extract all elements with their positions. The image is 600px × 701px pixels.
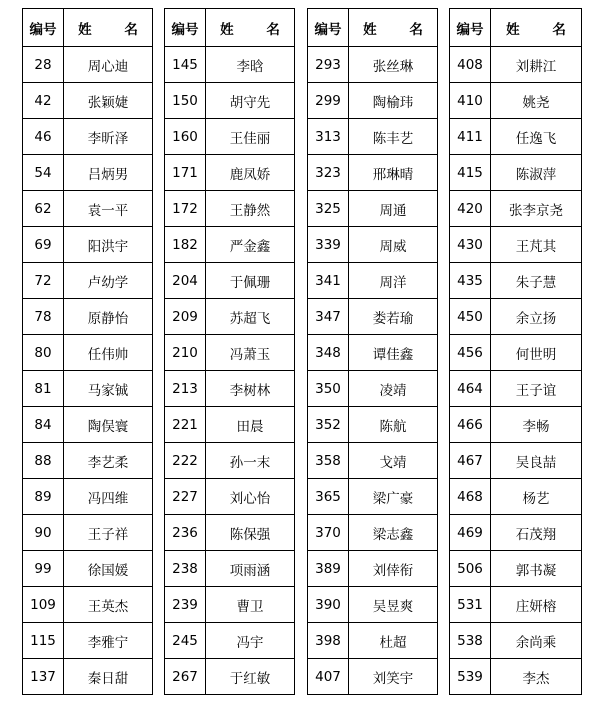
table-row xyxy=(165,299,295,335)
name-cell: 李杰 xyxy=(491,659,582,695)
table-row xyxy=(450,155,582,191)
table-row xyxy=(165,659,295,695)
name-cell: 冯宇 xyxy=(206,623,295,659)
table-row xyxy=(165,47,295,83)
number-cell: 171 xyxy=(165,155,206,191)
table-row xyxy=(450,191,582,227)
name-cell: 陶俣寰 xyxy=(64,407,153,443)
name-cell: 徐国媛 xyxy=(64,551,153,587)
name-column-header: 姓 名 xyxy=(64,9,153,47)
number-cell: 182 xyxy=(165,227,206,263)
number-column-header: 编号 xyxy=(308,9,349,47)
name-cell: 王子祥 xyxy=(64,515,153,551)
table-row xyxy=(308,155,438,191)
table-row xyxy=(308,191,438,227)
name-cell: 李畅 xyxy=(491,407,582,443)
table-row xyxy=(308,299,438,335)
table-row xyxy=(308,407,438,443)
table-row xyxy=(450,443,582,479)
number-cell: 78 xyxy=(23,299,64,335)
number-cell: 84 xyxy=(23,407,64,443)
name-column-header: 姓 名 xyxy=(491,9,582,47)
number-cell: 435 xyxy=(450,263,491,299)
table-row xyxy=(23,83,153,119)
table-row xyxy=(165,191,295,227)
number-cell: 325 xyxy=(308,191,349,227)
number-cell: 410 xyxy=(450,83,491,119)
number-cell: 204 xyxy=(165,263,206,299)
name-cell: 张丝琳 xyxy=(349,47,438,83)
table-row xyxy=(165,371,295,407)
number-cell: 350 xyxy=(308,371,349,407)
name-cell: 李昕泽 xyxy=(64,119,153,155)
number-cell: 227 xyxy=(165,479,206,515)
number-cell: 539 xyxy=(450,659,491,695)
number-cell: 46 xyxy=(23,119,64,155)
name-cell: 李树林 xyxy=(206,371,295,407)
name-cell: 朱子慧 xyxy=(491,263,582,299)
number-cell: 466 xyxy=(450,407,491,443)
number-cell: 81 xyxy=(23,371,64,407)
name-cell: 余立扬 xyxy=(491,299,582,335)
name-cell: 项雨涵 xyxy=(206,551,295,587)
name-cell: 娄若瑜 xyxy=(349,299,438,335)
name-cell: 马家铖 xyxy=(64,371,153,407)
table-row xyxy=(23,443,153,479)
table-row xyxy=(308,263,438,299)
name-cell: 冯萧玉 xyxy=(206,335,295,371)
number-cell: 464 xyxy=(450,371,491,407)
number-cell: 222 xyxy=(165,443,206,479)
table-row xyxy=(23,47,153,83)
number-cell: 469 xyxy=(450,515,491,551)
name-cell: 梁广豪 xyxy=(349,479,438,515)
name-cell: 阳洪宇 xyxy=(64,227,153,263)
name-cell: 原静怡 xyxy=(64,299,153,335)
number-cell: 221 xyxy=(165,407,206,443)
number-cell: 54 xyxy=(23,155,64,191)
table-row xyxy=(165,551,295,587)
table-row xyxy=(165,443,295,479)
number-cell: 467 xyxy=(450,443,491,479)
number-column-header: 编号 xyxy=(450,9,491,47)
name-cell: 姚尧 xyxy=(491,83,582,119)
table-row xyxy=(23,371,153,407)
table-row xyxy=(23,551,153,587)
table-row xyxy=(23,479,153,515)
number-cell: 267 xyxy=(165,659,206,695)
name-cell: 谭佳鑫 xyxy=(349,335,438,371)
number-cell: 88 xyxy=(23,443,64,479)
name-cell: 冯四维 xyxy=(64,479,153,515)
number-cell: 210 xyxy=(165,335,206,371)
table-row xyxy=(165,227,295,263)
number-column-header: 编号 xyxy=(23,9,64,47)
table-row xyxy=(450,335,582,371)
name-cell: 陶榆玮 xyxy=(349,83,438,119)
table-row xyxy=(450,263,582,299)
name-cell: 胡守先 xyxy=(206,83,295,119)
name-cell: 卢幼学 xyxy=(64,263,153,299)
table-row xyxy=(308,335,438,371)
table-row xyxy=(308,47,438,83)
name-cell: 杨艺 xyxy=(491,479,582,515)
table-row xyxy=(308,587,438,623)
table-row xyxy=(450,371,582,407)
name-cell: 李晗 xyxy=(206,47,295,83)
name-cell: 秦日甜 xyxy=(64,659,153,695)
number-cell: 348 xyxy=(308,335,349,371)
number-cell: 99 xyxy=(23,551,64,587)
number-cell: 450 xyxy=(450,299,491,335)
name-cell: 陈丰艺 xyxy=(349,119,438,155)
number-cell: 415 xyxy=(450,155,491,191)
name-cell: 刘心怡 xyxy=(206,479,295,515)
table-row xyxy=(23,515,153,551)
table-row xyxy=(165,263,295,299)
number-cell: 365 xyxy=(308,479,349,515)
table-row xyxy=(450,47,582,83)
number-cell: 323 xyxy=(308,155,349,191)
table-row xyxy=(23,191,153,227)
number-cell: 389 xyxy=(308,551,349,587)
name-cell: 杜超 xyxy=(349,623,438,659)
number-cell: 352 xyxy=(308,407,349,443)
number-cell: 468 xyxy=(450,479,491,515)
table-header-row xyxy=(450,9,582,47)
table-row xyxy=(308,83,438,119)
name-cell: 刘耕江 xyxy=(491,47,582,83)
name-cell: 王佳丽 xyxy=(206,119,295,155)
number-cell: 341 xyxy=(308,263,349,299)
table-row xyxy=(23,227,153,263)
name-cell: 张李京尧 xyxy=(491,191,582,227)
name-cell: 凌靖 xyxy=(349,371,438,407)
name-cell: 任伟帅 xyxy=(64,335,153,371)
name-cell: 李艺柔 xyxy=(64,443,153,479)
table-row xyxy=(308,227,438,263)
table-row xyxy=(308,479,438,515)
name-cell: 李雅宁 xyxy=(64,623,153,659)
table-row xyxy=(450,407,582,443)
name-cell: 刘笑宇 xyxy=(349,659,438,695)
name-cell: 余尚乘 xyxy=(491,623,582,659)
name-cell: 邢琳晴 xyxy=(349,155,438,191)
number-cell: 72 xyxy=(23,263,64,299)
number-cell: 245 xyxy=(165,623,206,659)
table-row xyxy=(23,587,153,623)
name-cell: 陈航 xyxy=(349,407,438,443)
name-cell: 石茂翔 xyxy=(491,515,582,551)
table-row xyxy=(165,335,295,371)
table-row xyxy=(165,83,295,119)
table-row xyxy=(165,515,295,551)
table-row xyxy=(450,659,582,695)
name-cell: 周心迪 xyxy=(64,47,153,83)
name-cell: 袁一平 xyxy=(64,191,153,227)
number-cell: 293 xyxy=(308,47,349,83)
number-cell: 89 xyxy=(23,479,64,515)
name-cell: 严金鑫 xyxy=(206,227,295,263)
table-row xyxy=(308,551,438,587)
table-row xyxy=(450,83,582,119)
table-row xyxy=(23,335,153,371)
table-row xyxy=(450,227,582,263)
name-column-header: 姓 名 xyxy=(206,9,295,47)
name-cell: 王芃其 xyxy=(491,227,582,263)
table-header-row xyxy=(165,9,295,47)
name-cell: 于红敏 xyxy=(206,659,295,695)
table-row xyxy=(308,443,438,479)
table-row xyxy=(308,515,438,551)
number-cell: 358 xyxy=(308,443,349,479)
table-row xyxy=(450,623,582,659)
number-cell: 160 xyxy=(165,119,206,155)
name-cell: 周通 xyxy=(349,191,438,227)
table-row xyxy=(23,299,153,335)
number-cell: 390 xyxy=(308,587,349,623)
number-cell: 145 xyxy=(165,47,206,83)
number-cell: 456 xyxy=(450,335,491,371)
number-cell: 407 xyxy=(308,659,349,695)
table-row xyxy=(308,119,438,155)
number-cell: 80 xyxy=(23,335,64,371)
number-cell: 213 xyxy=(165,371,206,407)
table-row xyxy=(165,155,295,191)
name-cell: 于佩珊 xyxy=(206,263,295,299)
name-cell: 鹿凤娇 xyxy=(206,155,295,191)
name-cell: 孙一末 xyxy=(206,443,295,479)
table-row xyxy=(308,371,438,407)
name-column-header: 姓 名 xyxy=(349,9,438,47)
table-header-row xyxy=(23,9,153,47)
table-header-row xyxy=(308,9,438,47)
number-cell: 339 xyxy=(308,227,349,263)
table-row xyxy=(450,119,582,155)
table-row xyxy=(23,623,153,659)
name-cell: 周洋 xyxy=(349,263,438,299)
table-row xyxy=(23,155,153,191)
table-row xyxy=(165,119,295,155)
table-row xyxy=(450,479,582,515)
number-cell: 430 xyxy=(450,227,491,263)
number-cell: 531 xyxy=(450,587,491,623)
number-cell: 62 xyxy=(23,191,64,227)
number-cell: 209 xyxy=(165,299,206,335)
number-cell: 370 xyxy=(308,515,349,551)
name-cell: 王英杰 xyxy=(64,587,153,623)
table-row xyxy=(308,659,438,695)
number-cell: 115 xyxy=(23,623,64,659)
number-cell: 420 xyxy=(450,191,491,227)
number-cell: 137 xyxy=(23,659,64,695)
table-row xyxy=(450,299,582,335)
name-cell: 戈靖 xyxy=(349,443,438,479)
number-cell: 408 xyxy=(450,47,491,83)
table-row xyxy=(165,479,295,515)
name-cell: 苏超飞 xyxy=(206,299,295,335)
table-row xyxy=(308,623,438,659)
table-row xyxy=(165,587,295,623)
name-cell: 任逸飞 xyxy=(491,119,582,155)
name-cell: 张颖婕 xyxy=(64,83,153,119)
name-list-table-2 xyxy=(164,8,295,695)
name-list-table-3 xyxy=(307,8,438,695)
name-cell: 吴昱爽 xyxy=(349,587,438,623)
name-cell: 周威 xyxy=(349,227,438,263)
name-cell: 郭书凝 xyxy=(491,551,582,587)
number-cell: 150 xyxy=(165,83,206,119)
name-cell: 吴良喆 xyxy=(491,443,582,479)
table-row xyxy=(450,515,582,551)
name-cell: 吕炳男 xyxy=(64,155,153,191)
number-cell: 172 xyxy=(165,191,206,227)
name-cell: 陈保强 xyxy=(206,515,295,551)
number-cell: 299 xyxy=(308,83,349,119)
table-row xyxy=(450,551,582,587)
number-cell: 42 xyxy=(23,83,64,119)
number-cell: 28 xyxy=(23,47,64,83)
number-cell: 538 xyxy=(450,623,491,659)
name-list-table-4 xyxy=(449,8,582,695)
number-cell: 239 xyxy=(165,587,206,623)
table-row xyxy=(450,587,582,623)
number-cell: 313 xyxy=(308,119,349,155)
table-row xyxy=(165,407,295,443)
number-cell: 69 xyxy=(23,227,64,263)
table-row xyxy=(23,407,153,443)
name-cell: 梁志鑫 xyxy=(349,515,438,551)
number-cell: 236 xyxy=(165,515,206,551)
name-cell: 庄妍榕 xyxy=(491,587,582,623)
name-cell: 何世明 xyxy=(491,335,582,371)
number-cell: 411 xyxy=(450,119,491,155)
table-row xyxy=(165,623,295,659)
name-cell: 刘倖衔 xyxy=(349,551,438,587)
number-cell: 398 xyxy=(308,623,349,659)
name-cell: 田晨 xyxy=(206,407,295,443)
name-cell: 王子谊 xyxy=(491,371,582,407)
number-cell: 90 xyxy=(23,515,64,551)
name-cell: 王静然 xyxy=(206,191,295,227)
table-row xyxy=(23,659,153,695)
number-column-header: 编号 xyxy=(165,9,206,47)
number-cell: 109 xyxy=(23,587,64,623)
table-row xyxy=(23,263,153,299)
name-cell: 曹卫 xyxy=(206,587,295,623)
number-cell: 347 xyxy=(308,299,349,335)
number-cell: 506 xyxy=(450,551,491,587)
number-cell: 238 xyxy=(165,551,206,587)
name-cell: 陈淑萍 xyxy=(491,155,582,191)
table-row xyxy=(23,119,153,155)
name-list-table-1 xyxy=(22,8,153,695)
